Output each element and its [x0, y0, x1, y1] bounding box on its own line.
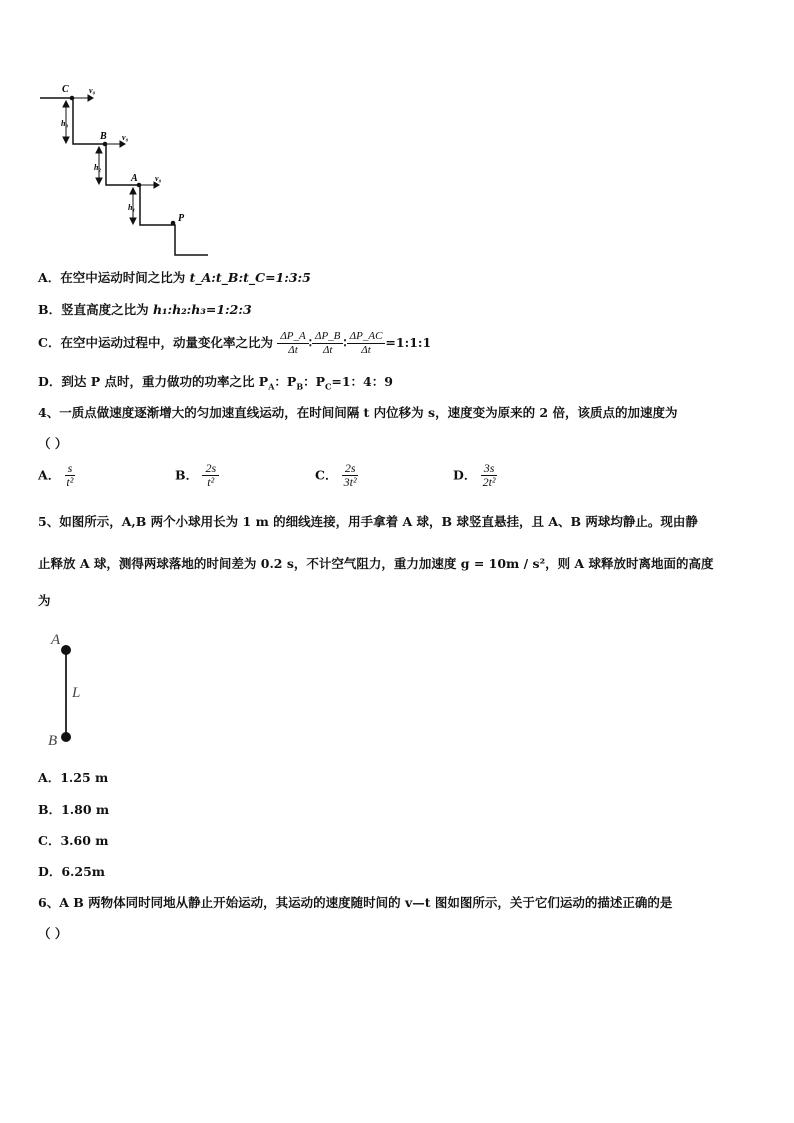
q4-stem: 4、一质点做速度逐渐增大的匀加速直线运动，在时间间隔 t 内位移为 s，速度变为原来的 2 倍，该质点的加速度为: [38, 405, 678, 420]
ball-a-label: A: [51, 632, 61, 648]
stairs-projectile-figure: [30, 80, 220, 260]
q5-option-a: A．1.25 m: [38, 770, 109, 785]
q4-option-c: C． $\frac{2s}{\text{3t²}}$: [315, 461, 357, 489]
q6-stem: 6、A B 两物体同时同地从静止开始运动，其运动的速度随时间的 v—t 图如图所示，关于它们运动的描述正确的是: [38, 895, 673, 910]
label-B: B: [100, 131, 107, 142]
label-h2: h₂: [94, 163, 102, 172]
string-length-label: L: [72, 685, 81, 701]
q3-option-b: B．竖直高度之比为 h₁:h₂:h₃=1:2:3: [38, 302, 252, 317]
q5-stem-line3: 为: [38, 593, 51, 608]
label-v0-C: v₀: [89, 86, 96, 95]
ball-a: [61, 645, 71, 655]
label-A: A: [131, 173, 138, 184]
q3-option-c: C．在空中运动过程中，动量变化率之比为 $\frac{\Delta P\_A}{\Delta t}$ ∶ $\frac{\Delta P\_B}{\Delta t}$ ∶ $\frac{\Delta P\_AC}{\Delta t}$ =1:1:1: [38, 330, 432, 356]
q5-stem-line2: 止释放 A 球，测得两球落地的时间差为 0.2 s，不计空气阻力，重力加速度 g = 10m / s²，则 A 球释放时离地面的高度: [38, 556, 714, 571]
q4-paren: （ ）: [38, 436, 68, 451]
point-P: [171, 221, 176, 226]
ball-b: [61, 732, 71, 742]
label-v0-A: v₀: [155, 174, 162, 183]
q4-option-a: A． $\frac{s}{\text{t²}}$: [38, 461, 74, 489]
q5-stem-line1: 5、如图所示，A,B 两个小球用长为 1 m 的细线连接，用手拿着 A 球，B 球竖直悬挂，且 A、B 两球均静止。现由静: [38, 514, 698, 529]
label-C: C: [62, 84, 69, 95]
q6-paren: （ ）: [38, 926, 68, 941]
q3-option-a: A．在空中运动时间之比为 t_A:t_B:t_C=1:3:5: [38, 270, 311, 285]
label-h3: h₃: [61, 119, 69, 128]
q4-option-d: D． $\frac{3s}{\text{2t²}}$: [453, 461, 496, 489]
fraction-c: $\frac{\Delta P\_AC}{\Delta t}$: [347, 330, 386, 357]
point-C: [70, 96, 75, 101]
q4-option-b: B． $\frac{2s}{\text{t²}}$: [175, 462, 219, 489]
label-v0-B: v₀: [122, 133, 129, 142]
q5-option-d: D．6.25m: [38, 864, 106, 879]
point-B: [103, 142, 108, 147]
q3-option-d: D．到达 P 点时，重力做功的功率之比 $P_A$：$P_B$：$P_C=1$：4：9: [38, 374, 393, 392]
ball-b-label: B: [48, 733, 58, 749]
label-P: P: [178, 213, 185, 224]
fraction-b: $\frac{\Delta P\_B}{\Delta t}$: [312, 330, 343, 357]
two-balls-string-figure: [45, 628, 105, 753]
label-h1: h₁: [128, 203, 136, 212]
q5-option-b: B．1.80 m: [38, 802, 110, 817]
fraction-a: $\frac{\Delta P\_A}{\Delta t}$: [277, 330, 308, 357]
q5-option-c: C．3.60 m: [38, 833, 109, 848]
